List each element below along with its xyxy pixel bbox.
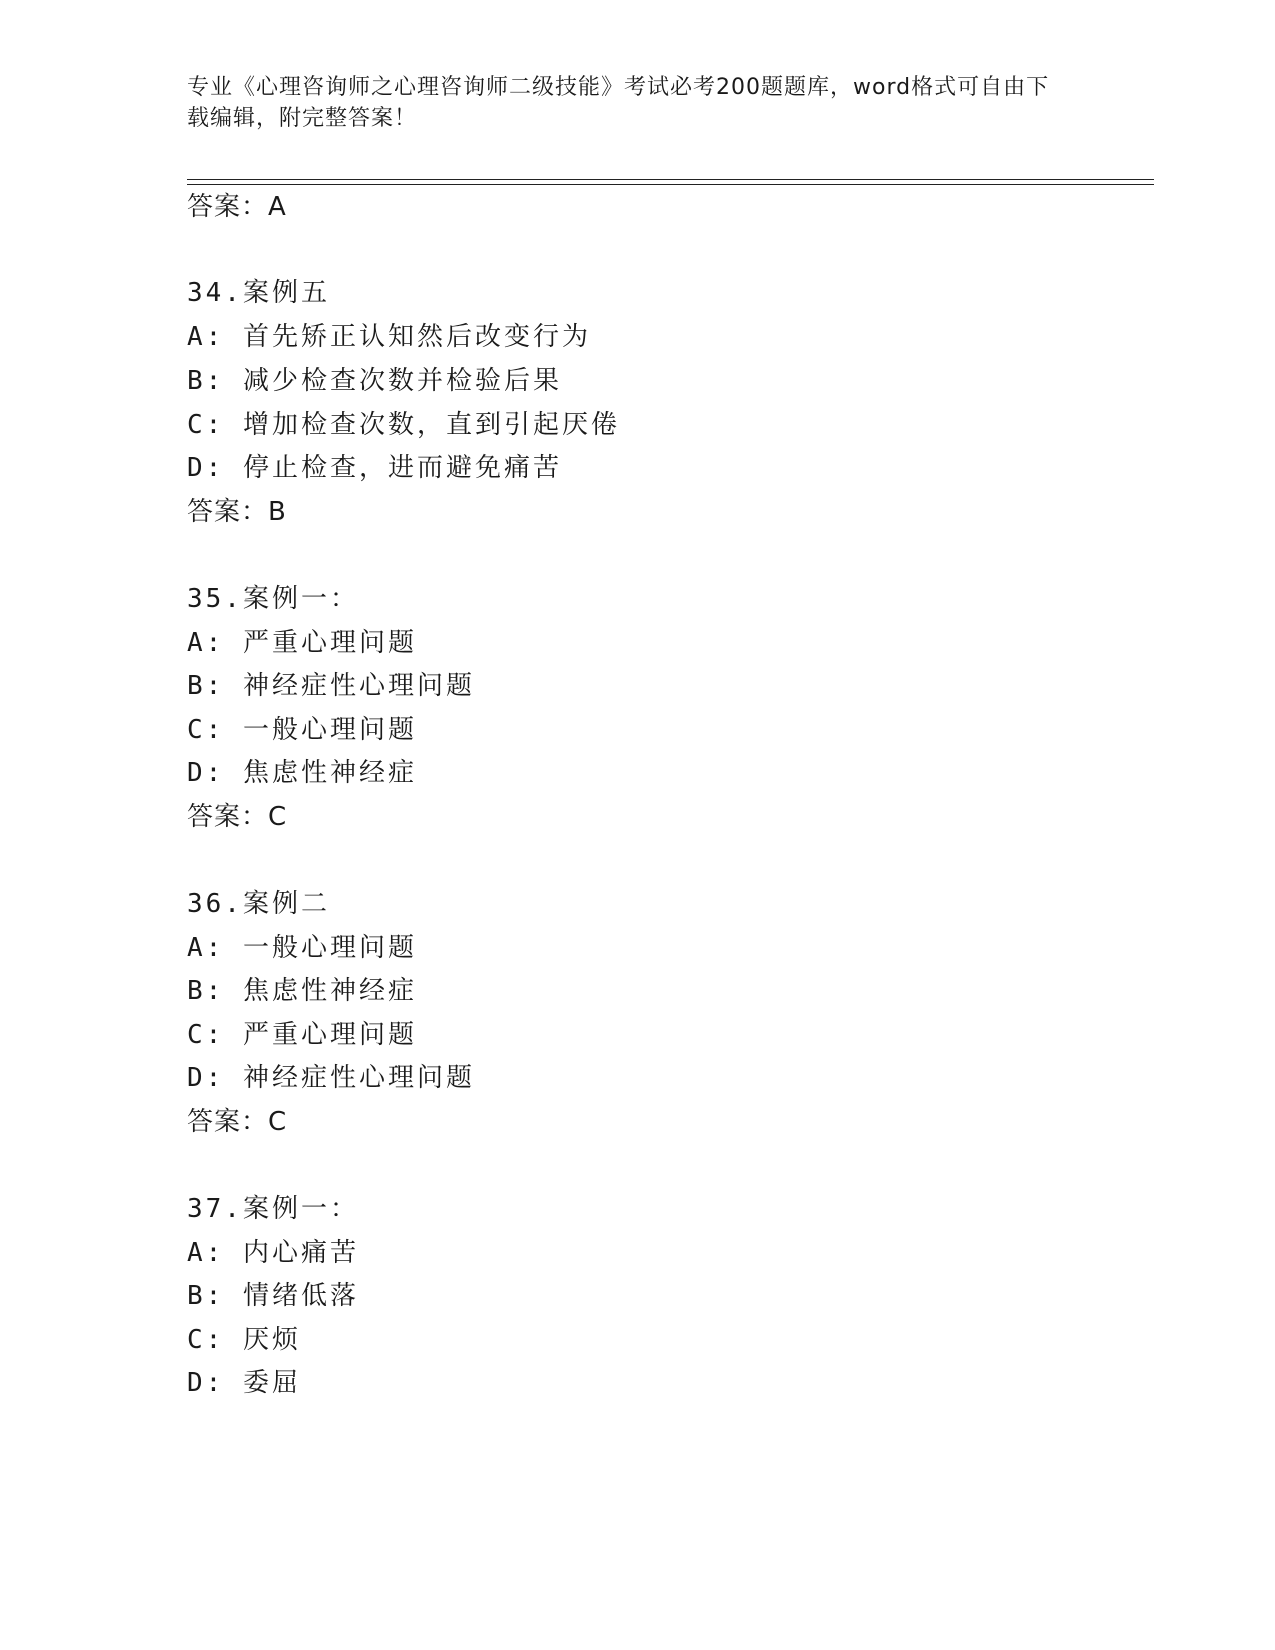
option-c: C: 厌烦 — [187, 1325, 301, 1355]
option-d: D: 委屈 — [187, 1368, 301, 1398]
option-d: D: 神经症性心理问题 — [187, 1063, 475, 1093]
question-title: 35.案例一： — [187, 584, 359, 614]
header-divider-top — [187, 179, 1154, 180]
question-title: 34.案例五 — [187, 278, 330, 308]
option-b: B: 减少检查次数并检验后果 — [187, 366, 562, 396]
option-d: D: 停止检查，进而避免痛苦 — [187, 453, 562, 483]
answer-label: 答案：A — [187, 192, 287, 222]
option-b: B: 情绪低落 — [187, 1281, 359, 1311]
option-a: A: 首先矫正认知然后改变行为 — [187, 322, 591, 352]
option-a: A: 严重心理问题 — [187, 628, 417, 658]
question-title: 36.案例二 — [187, 889, 330, 919]
option-d: D: 焦虑性神经症 — [187, 758, 417, 788]
answer-label: 答案：C — [187, 802, 288, 832]
question-title: 37.案例一： — [187, 1194, 359, 1224]
answer-label: 答案：C — [187, 1107, 288, 1137]
option-c: C: 增加检查次数，直到引起厌倦 — [187, 410, 620, 440]
option-a: A: 一般心理问题 — [187, 933, 417, 963]
option-a: A: 内心痛苦 — [187, 1238, 359, 1268]
answer-label: 答案：B — [187, 497, 287, 527]
header-divider-bottom — [187, 184, 1154, 185]
document-intro: 专业《心理咨询师之心理咨询师二级技能》考试必考200题题库，word格式可自由下载编辑，附完整答案！ — [187, 75, 1050, 131]
option-c: C: 一般心理问题 — [187, 715, 417, 745]
option-b: B: 神经症性心理问题 — [187, 671, 475, 701]
option-c: C: 严重心理问题 — [187, 1020, 417, 1050]
option-b: B: 焦虑性神经症 — [187, 976, 417, 1006]
